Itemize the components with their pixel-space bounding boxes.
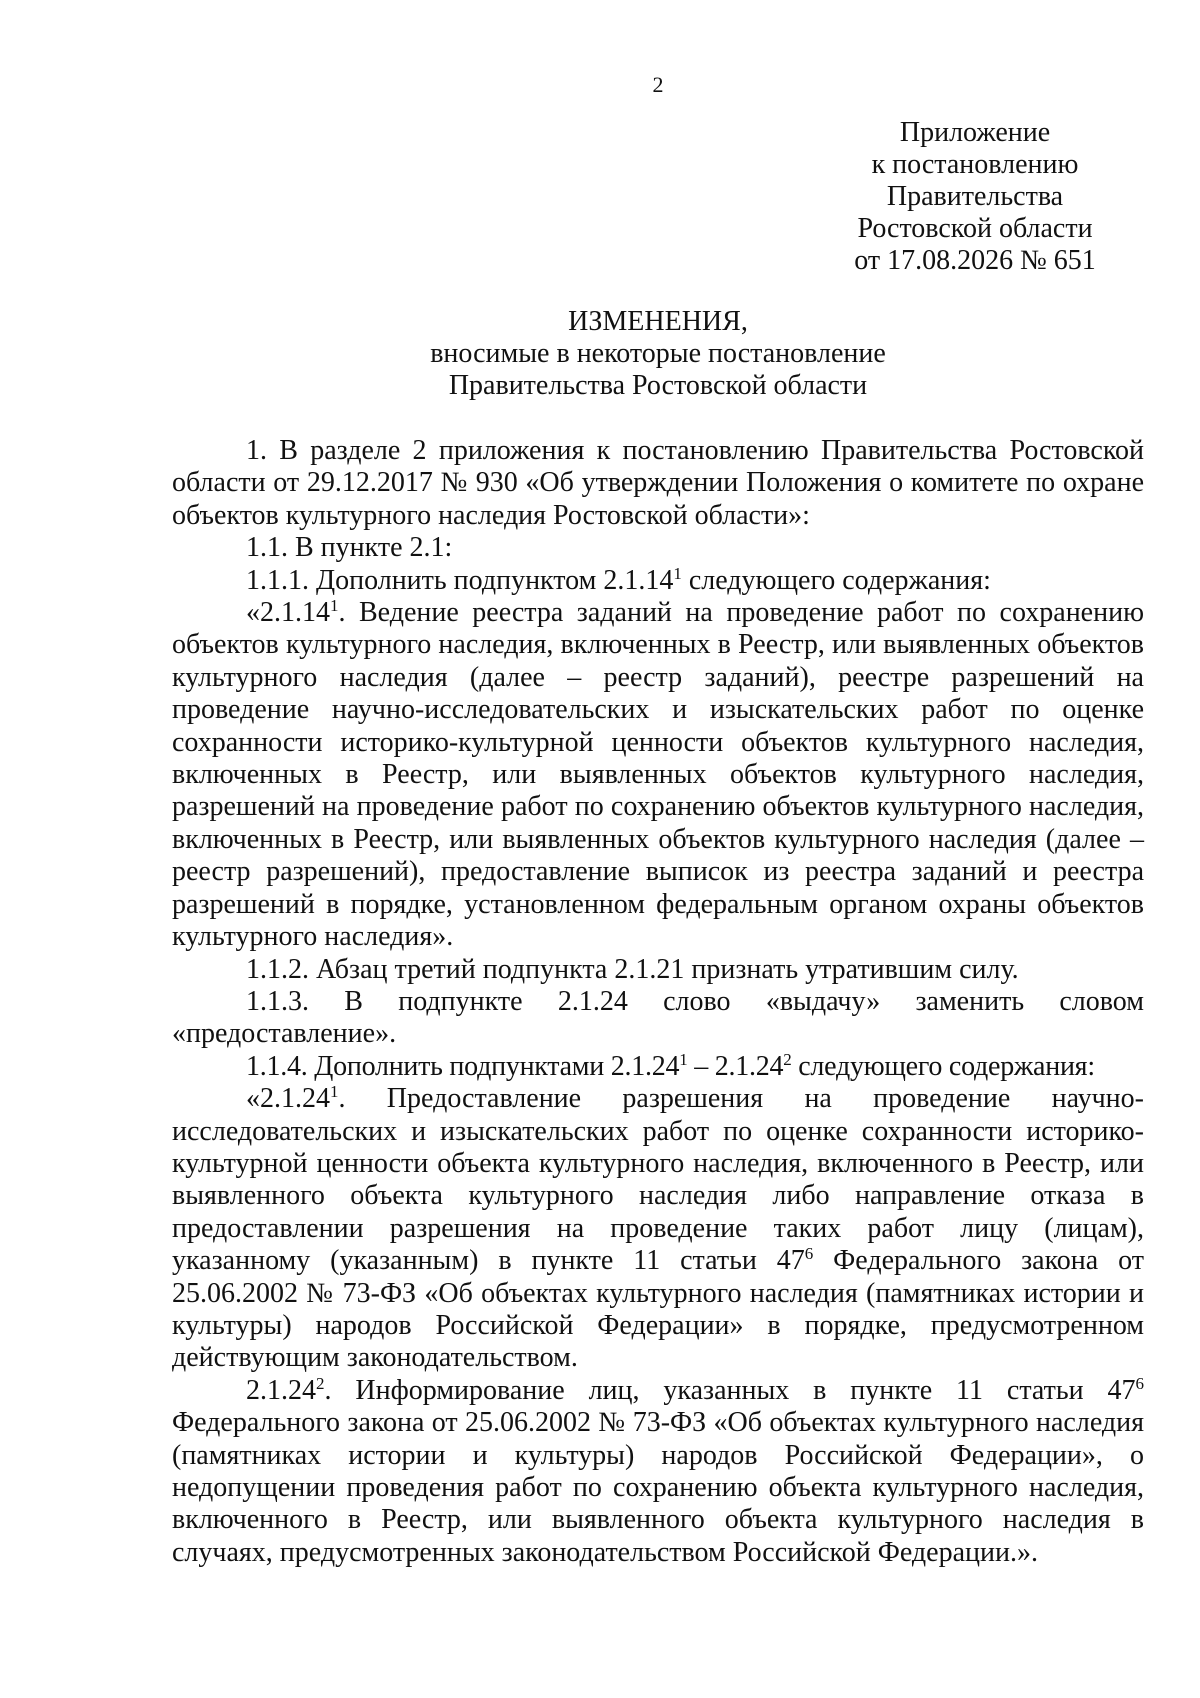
document-subtitle: вносимые в некоторые постановление <box>430 338 886 369</box>
paragraph-text: «2.1.14 <box>246 597 330 629</box>
paragraph-1-1-1 <box>172 565 1144 597</box>
superscript: 1 <box>673 563 682 583</box>
paragraph-2-1-14-1 <box>172 597 1144 953</box>
appendix-line: Правительства <box>886 181 1064 212</box>
appendix-line: Ростовской области <box>857 213 1093 244</box>
paragraph-text: . Ведение реестра заданий на проведение работ по сохранению объектов культурного наследия, включенных в Реестр, или выявленных объектов культурного наследия (далее – реестр заданий), реестре разрешений на проведение научно-исследовательских и изыскательских работ по оценке сохранности историко-культурной ценности объектов культурного наследия, включенных в Реестр, или выявленных объектов культурного наследия, разрешений на проведение работ по сохранению объектов культурного наследия, включенных в Реестр, или выявленных объектов культурного наследия (далее – реестр разрешений), предоставление выписок из реестра заданий и реестра разрешений в порядке, установленном федеральным органом охраны объектов культурного наследия». <box>172 597 1144 953</box>
document-body <box>172 435 1144 1569</box>
paragraph-text: . Информирование лиц, указанных в пункте 11 статьи 47 <box>324 1374 1136 1406</box>
superscript: 2 <box>783 1049 792 1069</box>
superscript: 1 <box>679 1049 688 1069</box>
paragraph-1-1-2: 1.1.2. Абзац третий подпункта 2.1.21 признать утратившим силу. <box>246 953 1019 985</box>
appendix-line: Приложение <box>899 117 1051 148</box>
superscript: 6 <box>804 1244 814 1264</box>
paragraph-text: «2.1.24 <box>246 1083 330 1115</box>
appendix-date-number: от 17.08.2026 № 651 <box>854 245 1096 276</box>
paragraph-text: 2.1.24 <box>246 1374 316 1406</box>
appendix-block <box>820 117 1130 277</box>
appendix-line: к постановлению <box>871 149 1079 180</box>
paragraph-text: следующего содержания: <box>681 564 991 596</box>
document-heading <box>172 306 1144 402</box>
paragraph-text: Федерального закона от 25.06.2002 № 73-ФЗ «Об объектах культурного наследия (памятниках истории и культуры) народов Российской Федерации», о недопущении проведения работ по сохранению объекта культурного наследия, включенного в Реестр, или выявленного объекта культурного наследия в случаях, предусмотренных законодательством Российской Федерации.». <box>172 1407 1144 1568</box>
paragraph-text: – 2.1.24 <box>687 1050 784 1082</box>
paragraph-text: следующего содержания: <box>791 1050 1095 1082</box>
superscript: 2 <box>316 1373 325 1393</box>
paragraph-text: 1.1.4. Дополнить подпунктами 2.1.24 <box>246 1050 680 1082</box>
paragraph-2-1-24-2 <box>172 1375 1144 1569</box>
paragraph-2-1-24-1 <box>172 1083 1144 1375</box>
document-subtitle: Правительства Ростовской области <box>448 370 868 401</box>
paragraph-1: 1. В разделе 2 приложения к постановлению Правительства Ростовской области от 29.12.2017 № 930 «Об утверждении Положения о комитете по охране объектов культурного наследия Ростовской области»: <box>172 435 1144 531</box>
document-title: ИЗМЕНЕНИЯ, <box>568 306 748 337</box>
paragraph-1-1: 1.1. В пункте 2.1: <box>246 532 453 564</box>
paragraph-1-1-3: 1.1.3. В подпункте 2.1.24 слово «выдачу» заменить словом «предоставление». <box>172 985 1144 1050</box>
paragraph-text: . Предоставление разрешения на проведение научно-исследовательских и изыскательских работ по оценке сохранности историко-культурной ценности объекта культурного наследия, включенного в Реестр, или выявленного объекта культурного наследия либо направление отказа в предоставлении разрешения на проведение таких работ лицу (лицам), указанному (указанным) в пункте 11 статьи 47 <box>172 1083 1144 1277</box>
superscript: 1 <box>330 1082 339 1102</box>
superscript: 6 <box>1135 1373 1144 1393</box>
paragraph-text: Федерального закона от 25.06.2002 № 73-ФЗ «Об объектах культурного наследия (памятниках истории и культуры) народов Российской Федерации» в порядке, предусмотренном действующим законодательством. <box>172 1245 1144 1374</box>
paragraph-1-1-4 <box>172 1051 1144 1083</box>
page-number: 2 <box>652 72 664 97</box>
paragraph-text: 1.1.1. Дополнить подпунктом 2.1.14 <box>246 564 674 596</box>
superscript: 1 <box>330 596 339 616</box>
